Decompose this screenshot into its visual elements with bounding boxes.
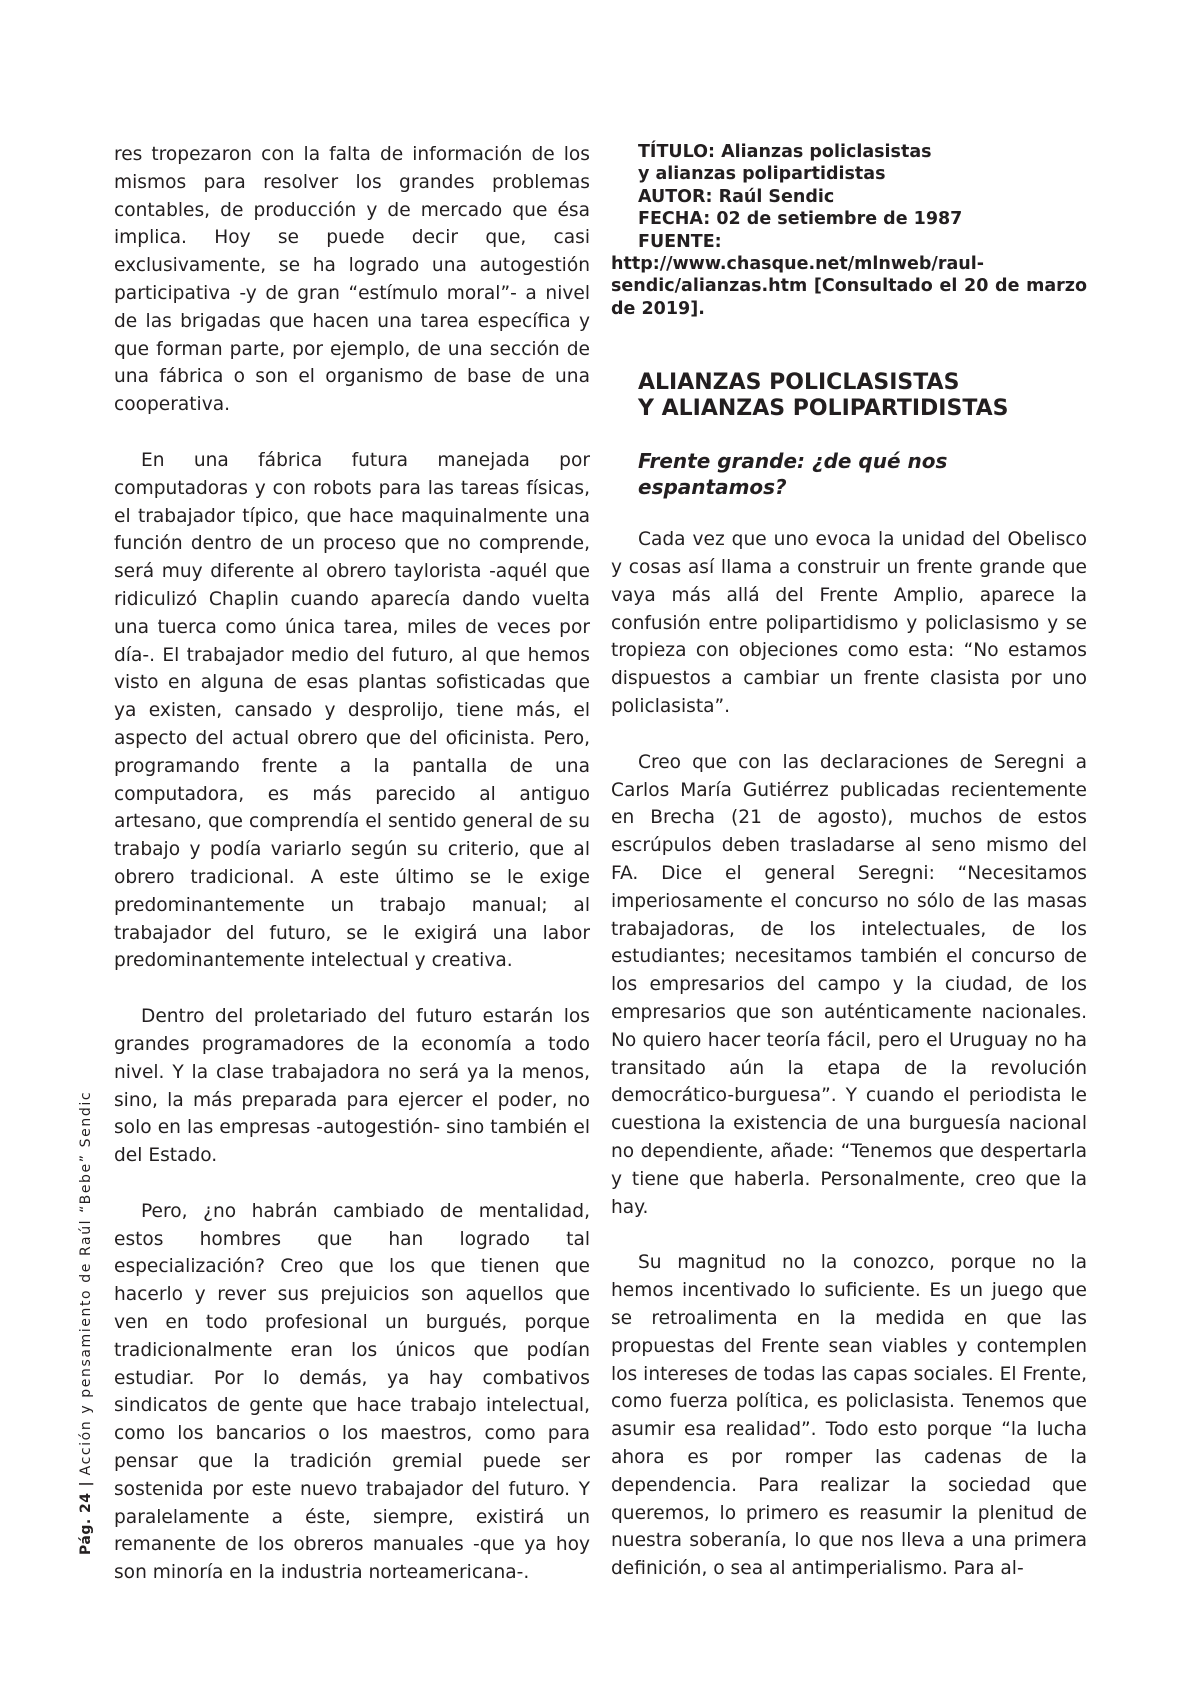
heading-line: ALIANZAS POLICLASISTAS bbox=[638, 370, 960, 396]
left-column bbox=[114, 141, 590, 1587]
paragraph: Pero, ¿no habrán cambiado de mentalidad, estos hombres que han logrado tal especialización? Creo que los que tienen que hacerlo y rever sus prejuicios son aquellos que ven en todo profesional un burgués, porque tradicionalmente eran los únicos que podían estudiar. Por lo demás, ya hay combativos sindicatos de gente que hace trabajo intelectual, como los bancarios o los maestros, como para pensar que la tradición gremial puede ser sostenida por este nuevo trabajador del futuro. Y paralelamente a éste, siempre, existirá un remanente de los obreros manuales -que ya hoy son minoría en la industria norteamericana-. bbox=[114, 1200, 590, 1584]
meta-title: TÍTULO: Alianzas policlasistas bbox=[638, 142, 932, 162]
paragraph: Dentro del proletariado del futuro estarán los grandes programadores de la economía a todo nivel. Y la clase trabajadora no será ya la menos, sino, la más preparada para ejercer el poder, no solo en las empresas -autogestión- sino también el del Estado. bbox=[114, 1006, 590, 1167]
heading-line: Y ALIANZAS POLIPARTIDISTAS bbox=[638, 396, 1009, 422]
footer-separator: | bbox=[78, 1481, 94, 1487]
meta-title-cont: y alianzas polipartidistas bbox=[638, 164, 886, 185]
source-metadata bbox=[611, 141, 1087, 320]
page-footer bbox=[78, 1085, 104, 1555]
paragraph: Cada vez que uno evoca la unidad del Obelisco y cosas así llama a construir un frente grande que vaya más allá del Frente Amplio, aparece la confusión entre polipartidismo y policlasismo y se tropieza con objeciones como esta: “No estamos dispuestos a cambiar un frente clasista por uno policlasista”. bbox=[611, 529, 1087, 718]
page-number: Pág. 24 bbox=[78, 1492, 94, 1555]
article-subheading: Frente grande: ¿de qué nos espantamos? bbox=[638, 449, 948, 500]
book-title: Acción y pensamiento de Raúl “Bebe” Sendic bbox=[78, 1090, 94, 1476]
right-column bbox=[611, 141, 1087, 1583]
meta-author: AUTOR: Raúl Sendic bbox=[638, 186, 835, 207]
meta-date: FECHA: 02 de setiembre de 1987 bbox=[638, 209, 963, 230]
article-heading bbox=[611, 370, 1087, 422]
meta-source: FUENTE: http://www.chasque.net/mlnweb/raul-sendic/alianzas.htm [Consultado el 20 de marzo de 2019]. bbox=[611, 231, 1087, 319]
paragraph: Su magnitud no la conozco, porque no la hemos incentivado lo suficiente. Es un juego que se retroalimenta en la medida en que las propuestas del Frente sean viables y contemplen los intereses de todas las capas sociales. El Frente, como fuerza política, es policlasista. Tenemos que asumir esa realidad”. Todo esto porque “la lucha ahora es por romper las cadenas de la dependencia. Para realizar la sociedad que queremos, lo primero es reasumir la plenitud de nuestra soberanía, lo que nos lleva a una primera definición, o sea al antimperialismo. Para al- bbox=[611, 1252, 1087, 1580]
paragraph: Creo que con las declaraciones de Seregni a Carlos María Gutiérrez publicadas recientemente en Brecha (21 de agosto), muchos de estos escrúpulos deben trasladarse al seno mismo del FA. Dice el general Seregni: “Necesitamos imperiosamente el concurso no sólo de las masas trabajadoras, de los intelectuales, de los estudiantes; necesitamos también el concurso de los empresarios del campo y la ciudad, de los empresarios que son auténticamente nacionales. No quiero hacer teoría fácil, pero el Uruguay no ha transitado aún la etapa de la revolución democrático-burguesa”. Y cuando el periodista le cuestiona la existencia de una burguesía nacional no dependiente, añade: “Tenemos que despertarla y tiene que haberla. Personalmente, creo que la hay. bbox=[611, 751, 1087, 1218]
paragraph: En una fábrica futura manejada por computadoras y con robots para las tareas físicas, el trabajador típico, que hace maquinalmente una función dentro de un proceso que no comprende, será muy diferente al obrero taylorista -aquél que ridiculizó Chaplin cuando aparecía dando vuelta una tuerca como única tarea, miles de veces por día-. El trabajador medio del futuro, al que hemos visto en alguna de esas plantas sofisticadas que ya existen, cansado y desprolijo, tiene más, el aspecto del actual obrero que del oficinista. Pero, programando frente a la pantalla de una computadora, es más parecido al antiguo artesano, que comprendía el sentido general de su trabajo y podía variarlo según su criterio, que al obrero tradicional. A este último se le exige predominantemente un trabajo manual; al trabajador del futuro, se le exigirá una labor predominantemente intelectual y creativa. bbox=[114, 449, 590, 972]
paragraph: res tropezaron con la falta de información de los mismos para resolver los grandes problemas contables, de producción y de mercado que ésa implica. Hoy se puede decir que, casi exclusivamente, se ha logrado una autogestión participativa -y de gran “estímulo moral”- a nivel de las brigadas que hacen una tarea específica y que forman parte, por ejemplo, de una sección de una fábrica o son el organismo de base de una cooperativa. bbox=[114, 144, 590, 416]
